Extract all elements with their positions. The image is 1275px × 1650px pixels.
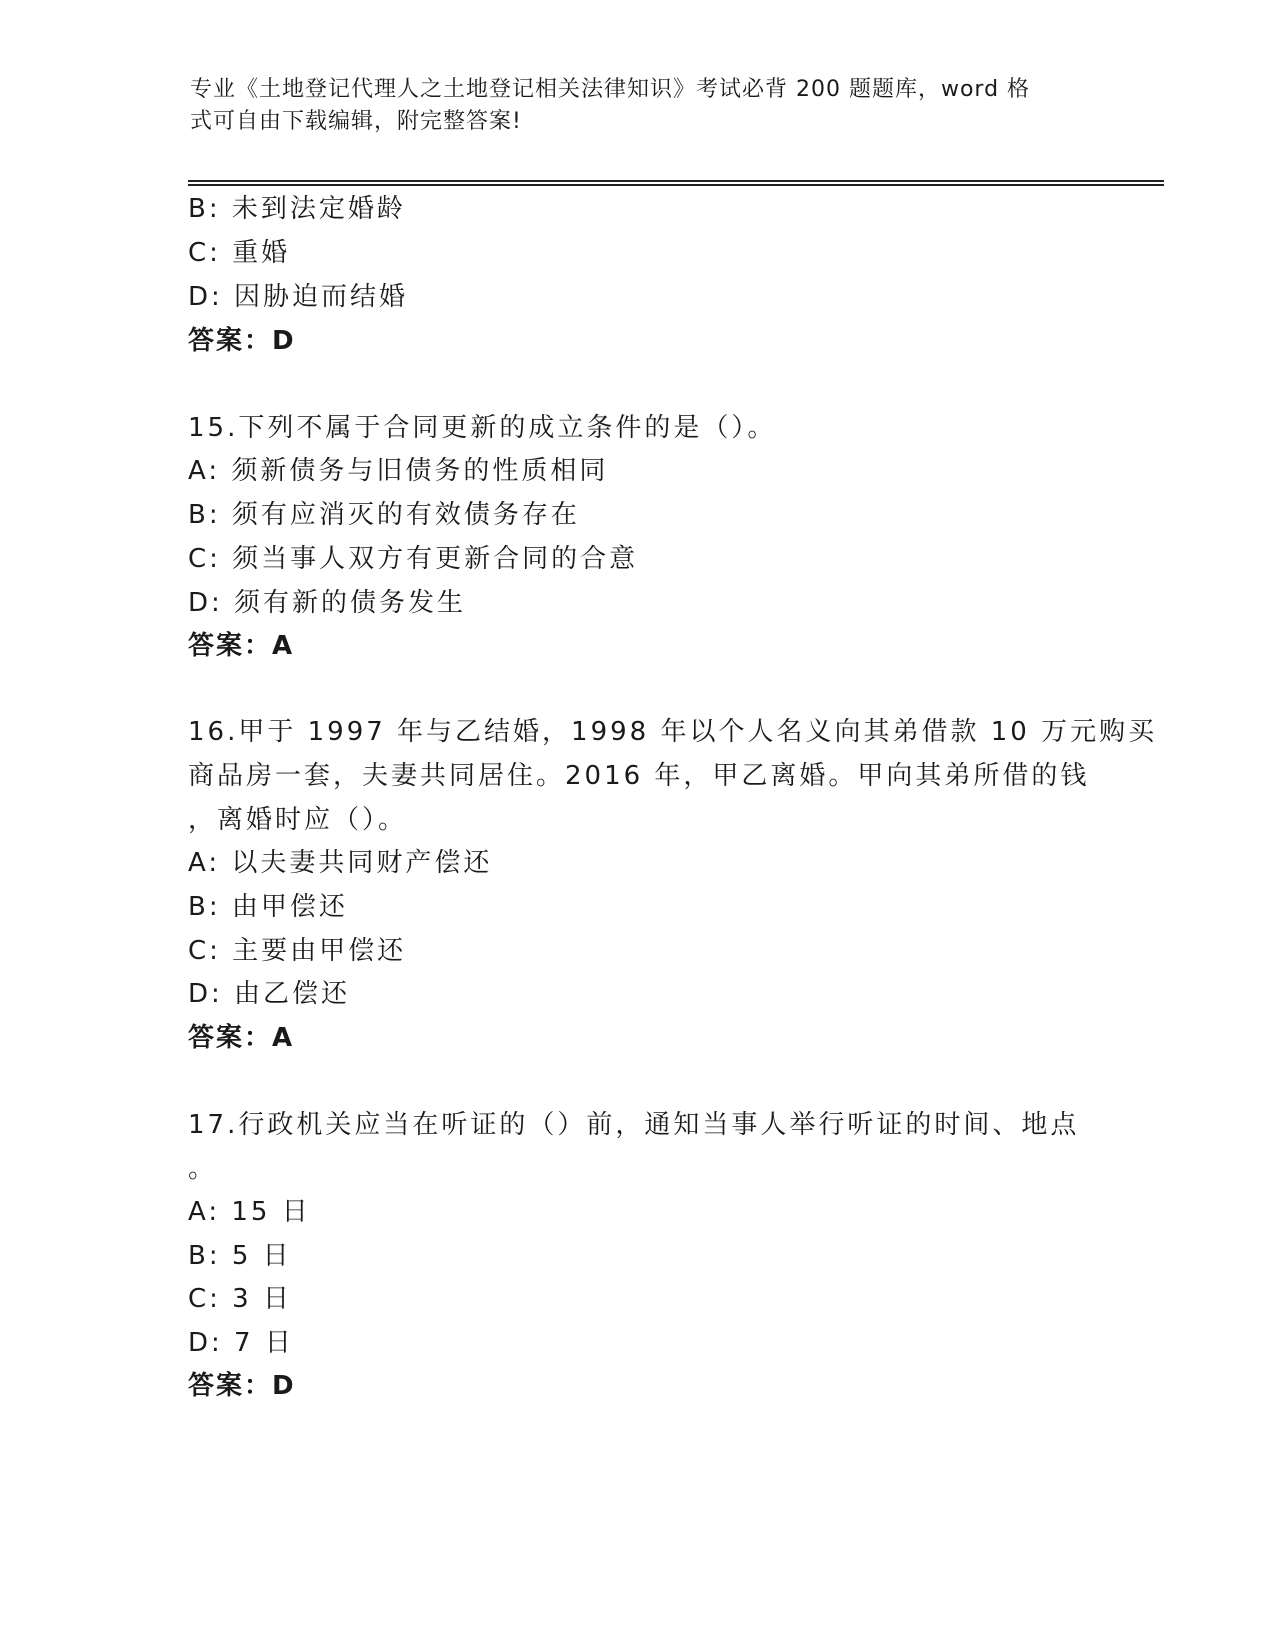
header-line-1: 专业《土地登记代理人之土地登记相关法律知识》考试必背 200 题题库，word 格 [190,77,1031,102]
q17-answer: 答案：D [188,1371,296,1401]
q14-option-c: C: 重婚 [188,238,291,268]
q16-answer: 答案：A [188,1023,295,1053]
q16-option-c: C: 主要由甲偿还 [188,936,407,966]
q17-stem-line-1: 17.行政机关应当在听证的（）前，通知当事人举行听证的时间、地点 [188,1110,1080,1140]
header-line-2: 式可自由下载编辑，附完整答案! [190,109,522,134]
q15-option-c: C: 须当事人双方有更新合同的合意 [188,544,639,574]
q16-option-d: D: 由乙偿还 [188,979,351,1009]
q16-stem-line-1: 16.甲于 1997 年与乙结婚，1998 年以个人名义向其弟借款 10 万元购买 [188,717,1158,747]
q15-option-d: D: 须有新的债务发生 [188,588,467,618]
document-header [190,74,1090,138]
q15-option-b: B: 须有应消灭的有效债务存在 [188,500,580,530]
header-divider-top [188,180,1164,182]
q17-option-a: A: 15 日 [188,1197,311,1227]
q16-stem-line-3: ，离婚时应（）。 [188,805,408,835]
q14-answer: 答案：D [188,326,296,356]
q15-option-a: A: 须新债务与旧债务的性质相同 [188,456,609,486]
q15-stem: 15.下列不属于合同更新的成立条件的是（）。 [188,413,777,443]
q17-option-c: C: 3 日 [188,1284,292,1314]
q14-option-b: B: 未到法定婚龄 [188,194,406,224]
q16-stem-line-2: 商品房一套，夫妻共同居住。2016 年，甲乙离婚。甲向其弟所借的钱 [188,761,1090,791]
q17-stem-line-2: 。 [188,1154,218,1184]
header-divider-bottom [188,184,1164,186]
q15-answer: 答案：A [188,631,295,661]
q16-option-b: B: 由甲偿还 [188,892,348,922]
q17-option-d: D: 7 日 [188,1328,294,1358]
q14-option-d: D: 因胁迫而结婚 [188,282,409,312]
q16-option-a: A: 以夫妻共同财产偿还 [188,848,493,878]
q17-option-b: B: 5 日 [188,1241,292,1271]
